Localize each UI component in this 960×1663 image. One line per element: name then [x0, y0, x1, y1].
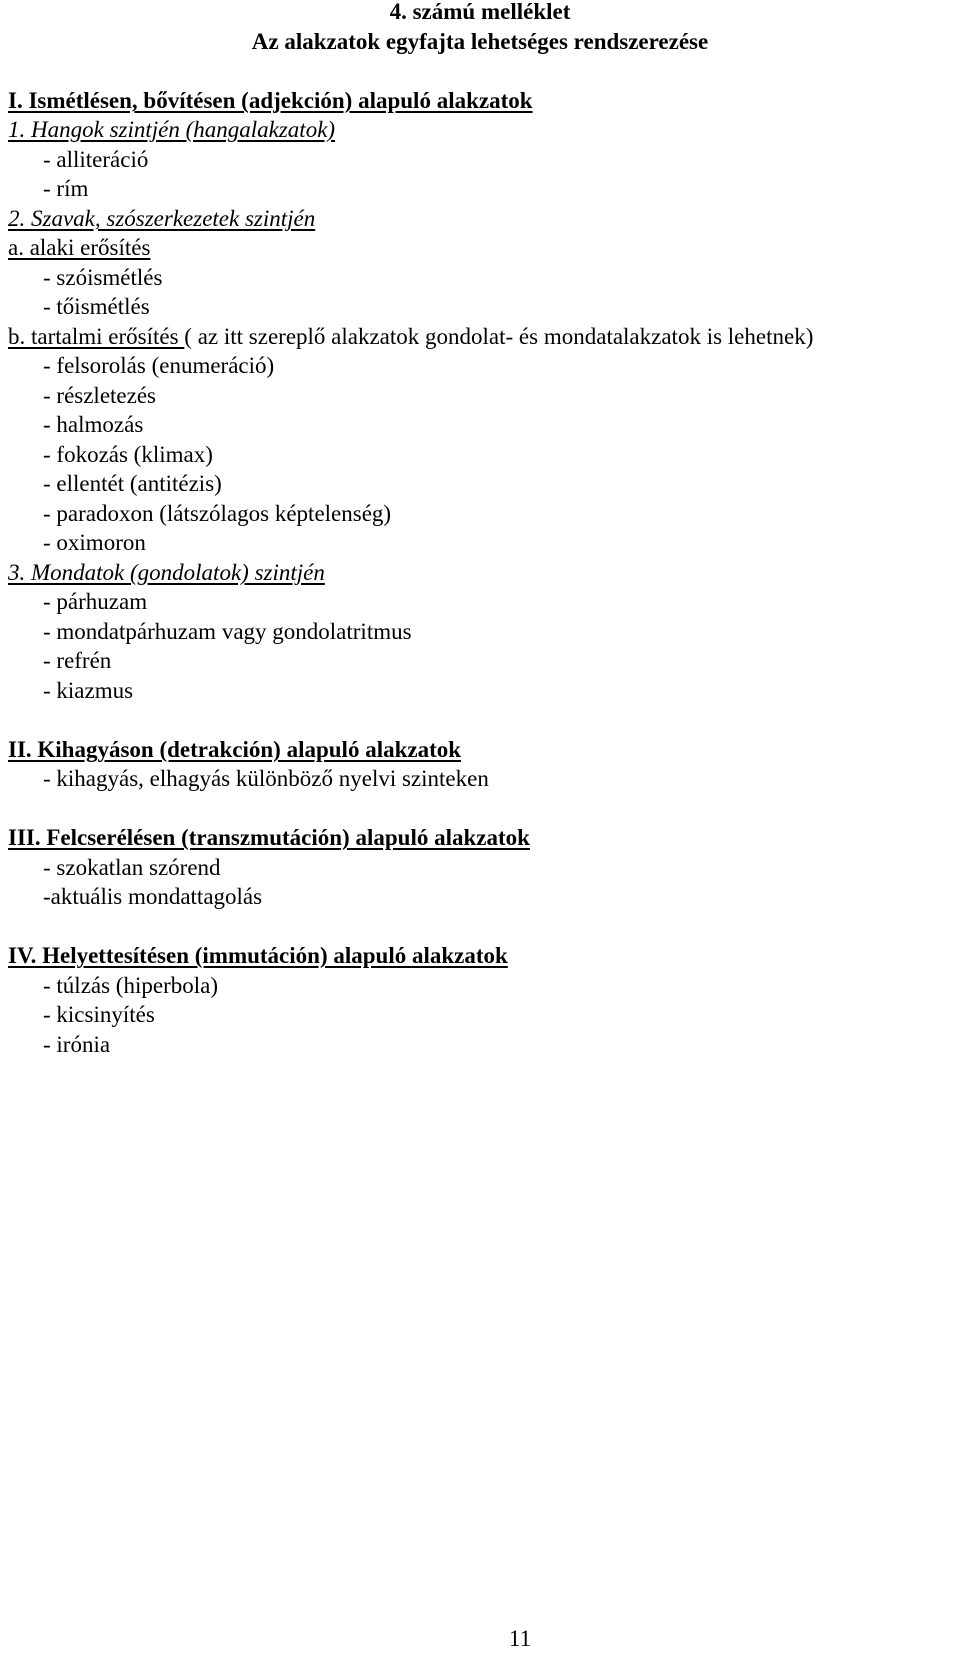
annex-label: 4. számú melléklet — [389, 0, 571, 24]
list-item: - alliteráció — [43, 147, 149, 172]
list-item: - túlzás (hiperbola) — [43, 973, 218, 998]
list-item: - tőismétlés — [43, 294, 150, 319]
list-item: - kihagyás, elhagyás különböző nyelvi szinteken — [43, 766, 489, 791]
section-IV-heading: IV. Helyettesítésen (immutáción) alapuló alakzatok — [8, 943, 508, 968]
list-item: - refrén — [43, 648, 112, 673]
list-item: - halmozás — [43, 412, 144, 437]
subsection-2b-label: b. tartalmi erősítés — [8, 324, 185, 349]
list-item: - kicsinyítés — [43, 1002, 155, 1027]
list-item: - rím — [43, 176, 89, 201]
list-item: - kiazmus — [43, 678, 134, 703]
list-item: - részletezés — [43, 383, 157, 408]
list-item: - oximoron — [43, 530, 146, 555]
list-item: -aktuális mondattagolás — [43, 884, 263, 909]
list-item: - fokozás (klimax) — [43, 442, 213, 467]
list-item: - mondatpárhuzam vagy gondolatritmus — [43, 619, 412, 644]
subsection-2-heading: 2. Szavak, szószerkezetek szintjén — [8, 206, 316, 231]
section-I-heading: I. Ismétlésen, bővítésen (adjekción) alapuló alakzatok — [8, 88, 533, 113]
subsection-2b-note: ( az itt szereplő alakzatok gondolat- és mondatalakzatok is lehetnek) — [184, 324, 814, 349]
list-item: - szokatlan szórend — [43, 855, 221, 880]
list-item: - irónia — [43, 1032, 111, 1057]
subsection-2a-heading: a. alaki erősítés — [8, 235, 151, 260]
subsection-1-heading: 1. Hangok szintjén (hangalakzatok) — [8, 117, 336, 142]
list-item: - felsorolás (enumeráció) — [43, 353, 275, 378]
list-item: - párhuzam — [43, 589, 148, 614]
section-III-heading: III. Felcserélésen (transzmutáción) alapuló alakzatok — [8, 825, 530, 850]
page-title: Az alakzatok egyfajta lehetséges rendszerezése — [251, 29, 709, 54]
page-number: 11 — [508, 1626, 532, 1651]
subsection-2b-heading — [8, 322, 813, 352]
list-item: - paradoxon (látszólagos képtelenség) — [43, 501, 392, 526]
subsection-3-heading: 3. Mondatok (gondolatok) szintjén — [8, 560, 325, 585]
list-item: - szóismétlés — [43, 265, 163, 290]
section-II-heading: II. Kihagyáson (detrakción) alapuló alakzatok — [8, 737, 462, 762]
list-item: - ellentét (antitézis) — [43, 471, 222, 496]
